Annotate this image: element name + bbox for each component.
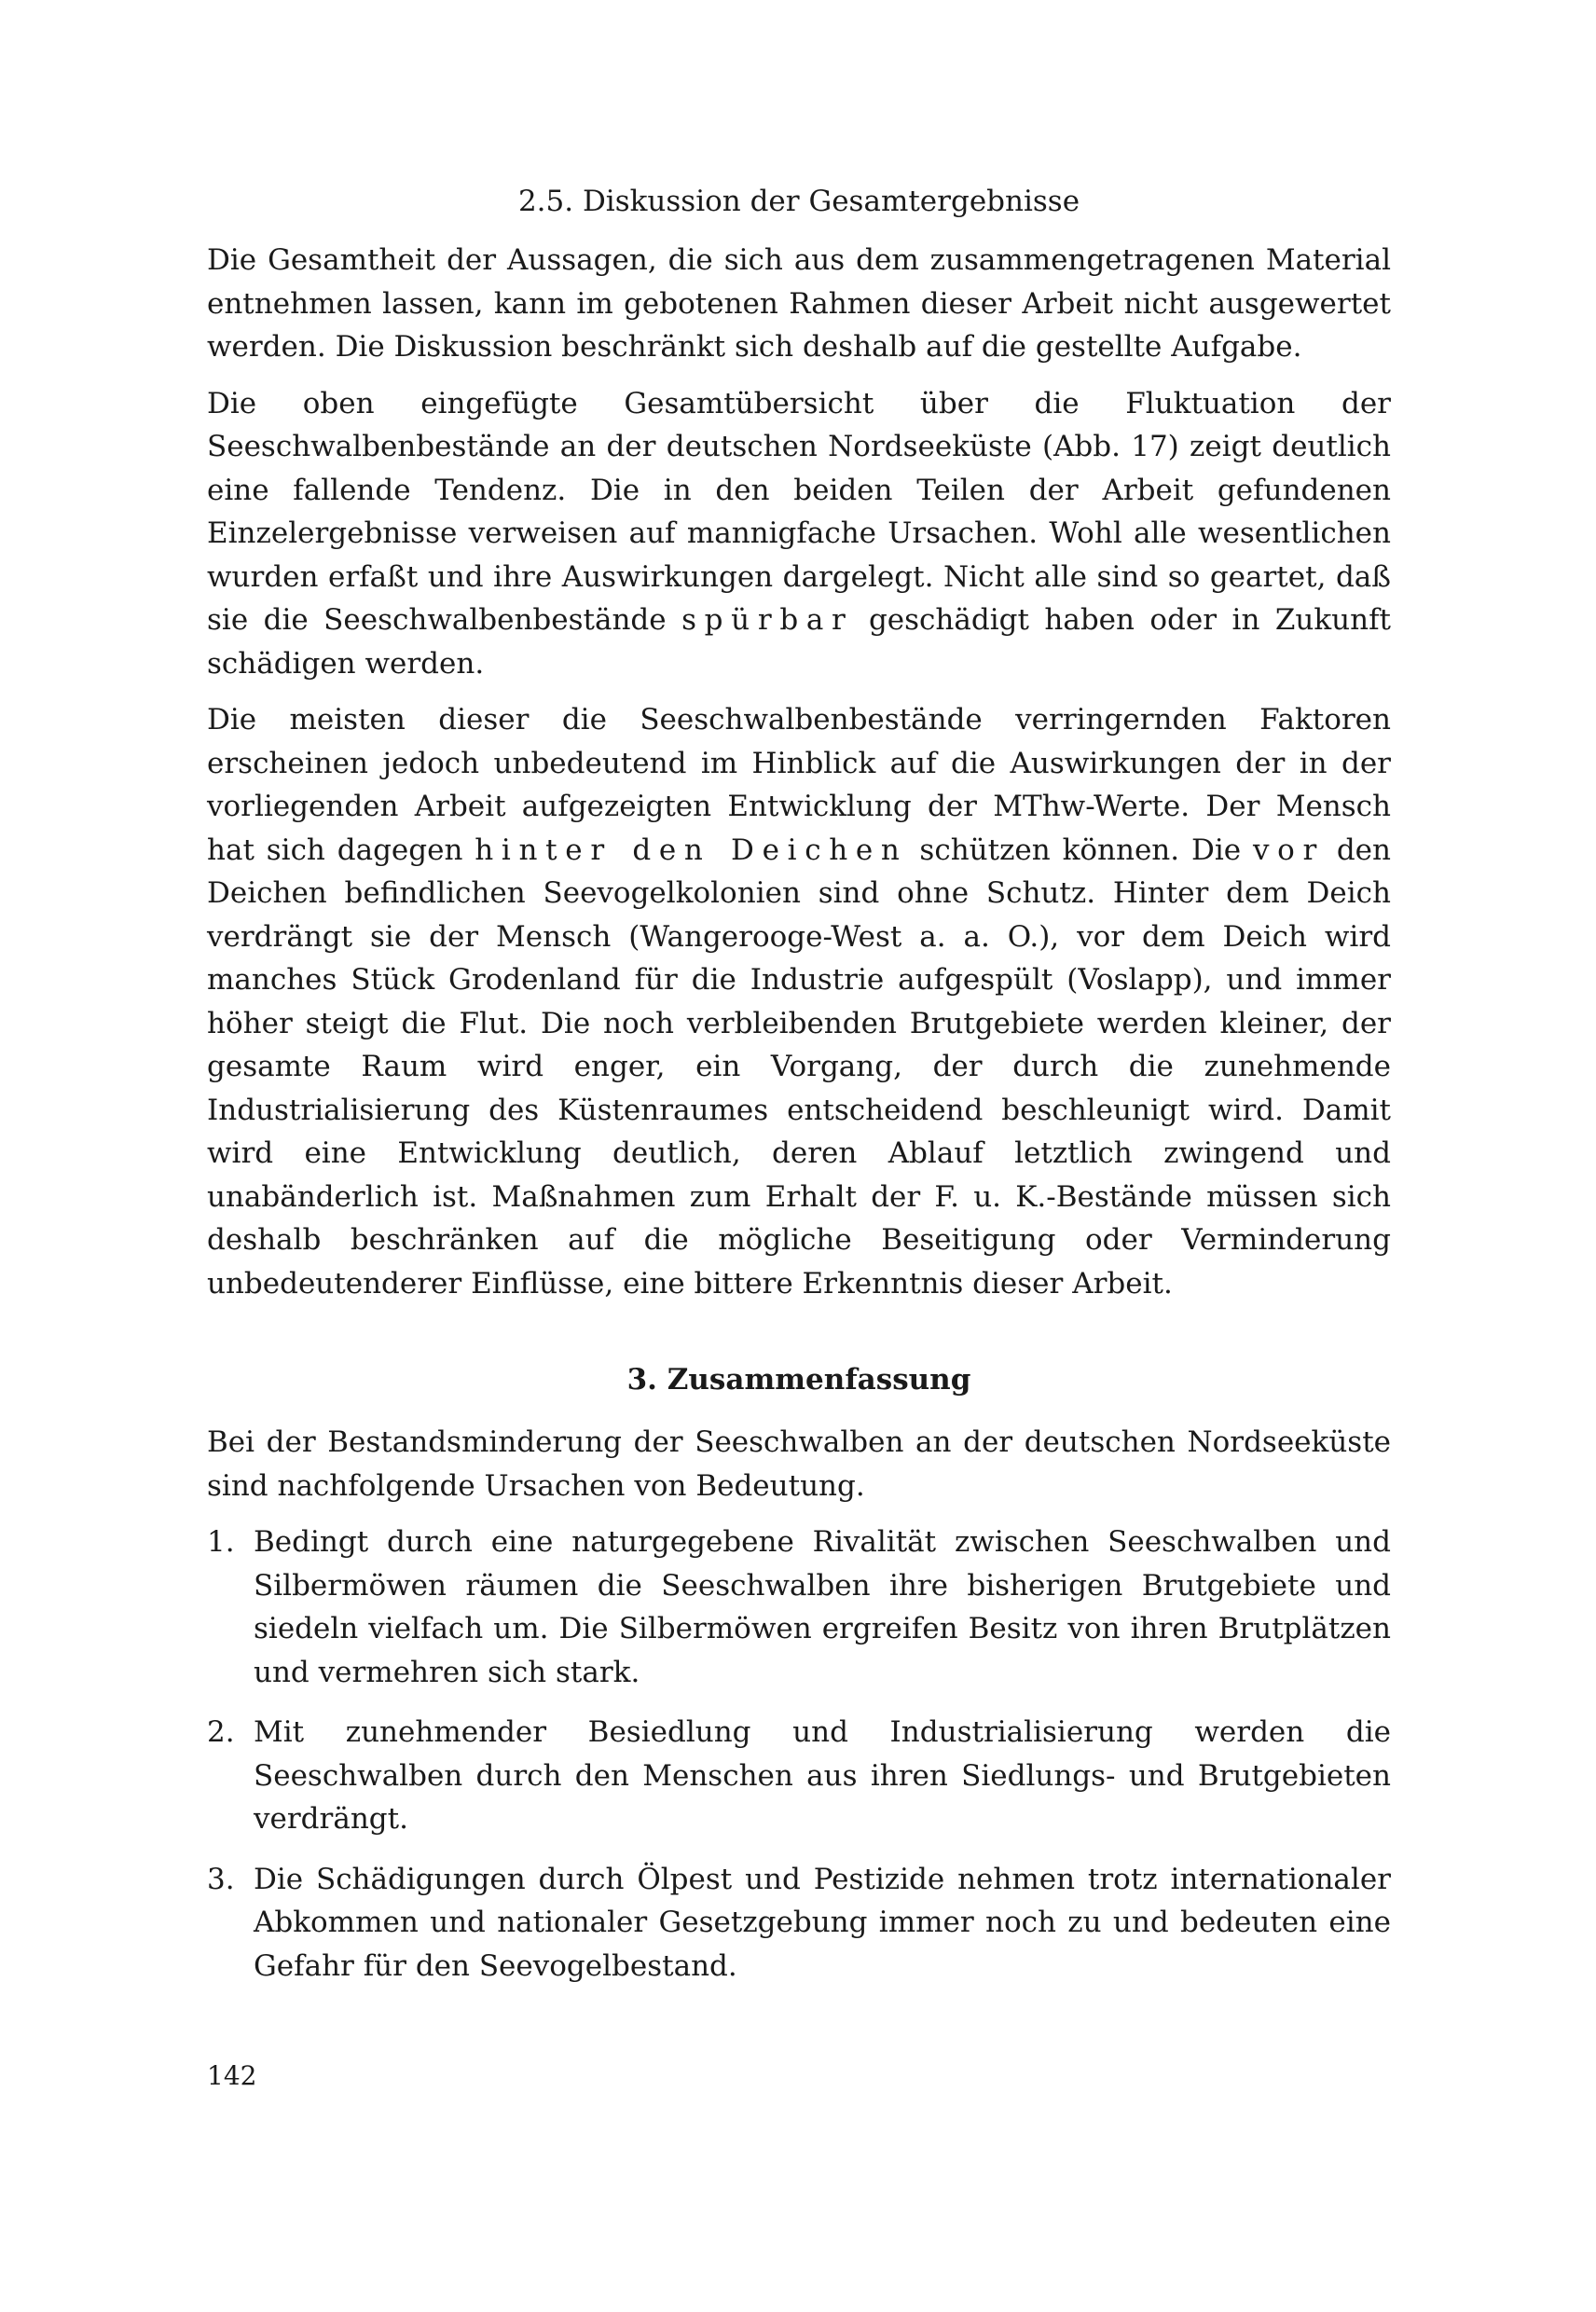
document-page — [207, 183, 1391, 2271]
summary-heading: 3. Zusammenfassung — [626, 1363, 971, 1397]
paragraph-3-text-c: den Deichen befindlichen Seevogelkolonien sind ohne Schutz. Hinter dem Deich verdrängt sie der Mensch (Wangerooge-West a. a. O.), vor dem Deich wird manches Stück Grodenland für die Industrie aufgespült (Voslapp), und immer höher steigt die Flut. Die noch verbleibenden Brutgebiete werden kleiner, der gesamte Raum wird enger, ein Vorgang, der durch die zunehmende Industrialisierung des Küstenraumes entscheidend beschleunigt wird. Damit wird eine Entwicklung deutlich, deren Ablauf letztlich zwingend und unabänderlich ist. Maßnahmen zum Erhalt der F. u. K.-Bestände müssen sich deshalb beschränken auf die mögliche Beseitigung oder Verminderung unbedeutenderer Einflüsse, eine bittere Erkenntnis dieser Arbeit. — [207, 833, 1391, 1300]
list-item-text: Die Schädigungen durch Ölpest und Pestizide nehmen trotz internationaler Abkommen und nationaler Gesetzgebung immer noch zu und bedeuten eine Gefahr für den Seevogelbestand. — [254, 1862, 1391, 1983]
list-item — [207, 1858, 1391, 1989]
paragraph-3-spaced-phrase: hinter den Deichen — [475, 833, 908, 867]
list-item-number: 3. — [207, 1862, 235, 1896]
paragraph-1: Die Gesamtheit der Aussagen, die sich aus dem zusammengetragenen Material entnehmen lassen, kann im gebotenen Rahmen dieser Arbeit nicht ausgewertet werden. Die Diskussion beschränkt sich deshalb auf die gestellte Aufgabe. — [207, 243, 1391, 364]
paragraph-3-text-b: schützen können. Die — [907, 833, 1253, 867]
summary-list — [207, 1521, 1391, 1988]
paragraph-2 — [207, 382, 1391, 686]
paragraph-2-text-b: geschädigt haben oder in Zukunft schädigen werden. — [207, 603, 1392, 681]
list-item — [207, 1521, 1391, 1694]
paragraph-2-text-a: Die oben eingefügte Gesamtübersicht über die Fluktuation der Seeschwalbenbestände an der deutschen Nordseeküste (Abb. 17) zeigt deutlich eine fallende Tendenz. Die in den beiden Teilen der Arbeit gefundenen Einzelergebnisse verweisen auf mannigfache Ursachen. Wohl alle wesentlichen wurden erfaßt und ihre Auswirkungen dargelegt. Nicht alle sind so geartet, daß sie die Seeschwalbenbestände — [207, 386, 1391, 637]
list-item-number: 1. — [207, 1525, 235, 1559]
paragraph-3-text-a: Die meisten dieser die Seeschwalbenbestände verringernden Faktoren erscheinen jedoch unbedeutend im Hinblick auf die Auswirkungen der in der vorliegenden Arbeit aufgezeigten Entwicklung der MThw-Werte. Der Mensch hat sich dagegen — [207, 703, 1391, 867]
list-item-text: Bedingt durch eine naturgegebene Rivalität zwischen Seeschwalben und Silbermöwen räumen die Seeschwalben ihre bisherigen Brutgebiete und siedeln vielfach um. Die Silbermöwen ergreifen Besitz von ihren Brutplätzen und vermehren sich stark. — [254, 1525, 1391, 1689]
summary-intro: Bei der Bestandsminderung der Seeschwalben an der deutschen Nordseeküste sind nachfolgende Ursachen von Bedeutung. — [207, 1425, 1391, 1503]
paragraph-2-spaced-word: spürbar — [681, 603, 854, 637]
list-item-text: Mit zunehmender Besiedlung und Industrialisierung werden die Seeschwalben durch den Menschen aus ihren Siedlungs- und Brutgebieten verdrängt. — [254, 1715, 1391, 1836]
list-item — [207, 1711, 1391, 1841]
page-number: 142 — [207, 2060, 257, 2091]
paragraph-3 — [207, 698, 1391, 1305]
section-heading: 2.5. Diskussion der Gesamtergebnisse — [517, 185, 1080, 218]
paragraph-3-spaced-word: vor — [1252, 833, 1325, 867]
list-item-number: 2. — [207, 1715, 235, 1749]
